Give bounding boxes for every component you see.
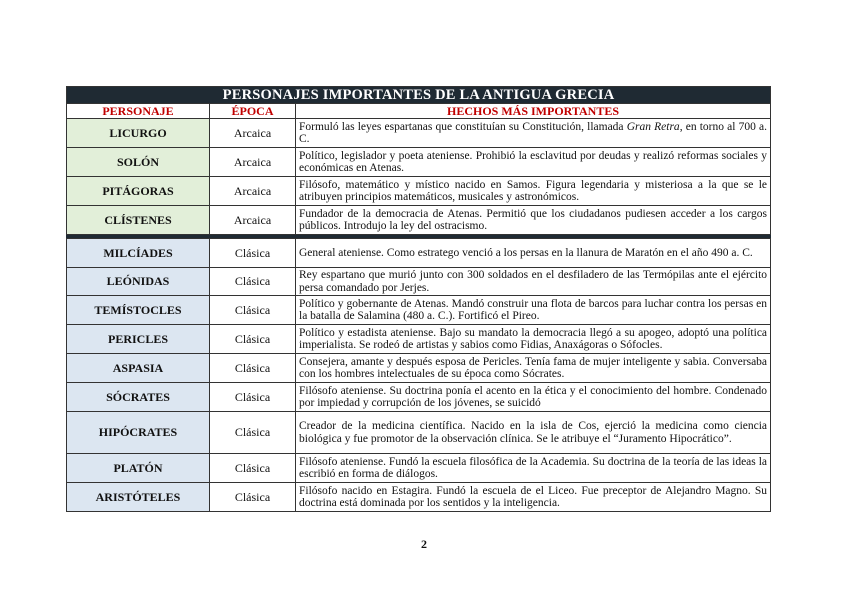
person-epoch: Arcaica xyxy=(210,119,296,148)
table-row xyxy=(67,239,771,268)
person-epoch: Clásica xyxy=(210,239,296,268)
person-epoch: Clásica xyxy=(210,325,296,354)
person-epoch: Clásica xyxy=(210,354,296,383)
person-epoch: Arcaica xyxy=(210,177,296,206)
table-row xyxy=(67,268,771,296)
person-facts xyxy=(296,119,771,148)
person-facts: Consejera, amante y después esposa de Pericles. Tenía fama de mujer inteligente y sabia. Conversaba con los hombres intelectuales de su época como Sócrates. xyxy=(296,354,771,383)
table-row xyxy=(67,354,771,383)
person-facts: Creador de la medicina científica. Nacido en la isla de Cos, ejerció la medicina como ciencia biológica y fue promotor de la observación clínica. Se le atribuye el “Juramento Hipocrático”. xyxy=(296,412,771,454)
person-epoch: Arcaica xyxy=(210,206,296,235)
person-facts: Filósofo ateniense. Fundó la escuela filosófica de la Academia. Su doctrina de la teoría de las ideas la escribió en forma de diálogos. xyxy=(296,454,771,483)
person-name: TEMÍSTOCLES xyxy=(67,296,210,325)
person-facts: Político, legislador y poeta ateniense. Prohibió la esclavitud por deudas y realizó reformas sociales y económicas en Atenas. xyxy=(296,148,771,177)
facts-text: Formuló las leyes espartanas que constituían su Constitución, llamada xyxy=(299,120,627,133)
person-name: LEÓNIDAS xyxy=(67,268,210,296)
person-name: PERICLES xyxy=(67,325,210,354)
header-hechos: HECHOS MÁS IMPORTANTES xyxy=(296,104,771,119)
person-facts: Fundador de la democracia de Atenas. Permitió que los ciudadanos pudiesen acceder a los cargos públicos. Introdujo la ley del ostracismo. xyxy=(296,206,771,235)
table-row xyxy=(67,296,771,325)
person-facts: Político y gobernante de Atenas. Mandó construir una flota de barcos para luchar contra los persas en la batalla de Salamina (480 a. C.). Fortificó el Pireo. xyxy=(296,296,771,325)
person-name: SOLÓN xyxy=(67,148,210,177)
person-name: PITÁGORAS xyxy=(67,177,210,206)
header-epoca: ÉPOCA xyxy=(210,104,296,119)
facts-text: , en torno al 700 a. C. xyxy=(299,120,768,145)
table-row xyxy=(67,148,771,177)
person-name: MILCÍADES xyxy=(67,239,210,268)
person-facts: Filósofo, matemático y místico nacido en Samos. Figura legendaria y misteriosa a la que se le atribuyen principios matemáticos, musicales y astronómicos. xyxy=(296,177,771,206)
person-facts: Político y estadista ateniense. Bajo su mandato la democracia llegó a su apogeo, adoptó una política imperialista. Se rodeó de artistas y sabios como Fidias, Anaxágoras o Sófocles. xyxy=(296,325,771,354)
person-epoch: Clásica xyxy=(210,383,296,412)
person-epoch: Clásica xyxy=(210,296,296,325)
person-facts: Filósofo nacido en Estagira. Fundó la escuela de el Liceo. Fue preceptor de Alejandro Magno. Su doctrina está dominada por los sentidos y la inteligencia. xyxy=(296,483,771,512)
table-row xyxy=(67,325,771,354)
person-epoch: Clásica xyxy=(210,483,296,512)
table-header-row xyxy=(67,104,771,119)
person-name: SÓCRATES xyxy=(67,383,210,412)
table-row xyxy=(67,483,771,512)
page-number: 2 xyxy=(421,537,427,551)
person-name: CLÍSTENES xyxy=(67,206,210,235)
table-title: PERSONAJES IMPORTANTES DE LA ANTIGUA GRECIA xyxy=(67,87,771,104)
table-row xyxy=(67,119,771,148)
person-facts: Filósofo ateniense. Su doctrina ponía el acento en la ética y el conocimiento del hombre. Condenado por impiedad y corrupción de los jóvenes, se suicidó xyxy=(296,383,771,412)
person-name: ARISTÓTELES xyxy=(67,483,210,512)
person-name: PLATÓN xyxy=(67,454,210,483)
person-facts: General ateniense. Como estratego venció a los persas en la llanura de Maratón en el año 490 a. C. xyxy=(296,239,771,268)
person-epoch: Clásica xyxy=(210,454,296,483)
person-epoch: Clásica xyxy=(210,412,296,454)
person-epoch: Arcaica xyxy=(210,148,296,177)
table-row xyxy=(67,383,771,412)
header-personaje: PERSONAJE xyxy=(67,104,210,119)
table-title-row xyxy=(67,87,771,104)
person-name: HIPÓCRATES xyxy=(67,412,210,454)
person-epoch: Clásica xyxy=(210,268,296,296)
table-row xyxy=(67,454,771,483)
greek-figures-table xyxy=(66,86,771,512)
person-name: LICURGO xyxy=(67,119,210,148)
person-name: ASPASIA xyxy=(67,354,210,383)
table-row xyxy=(67,412,771,454)
person-facts: Rey espartano que murió junto con 300 soldados en el desfiladero de las Termópilas ante el ejército persa comandado por Jerjes. xyxy=(296,268,771,296)
table-row xyxy=(67,206,771,235)
facts-italic-text: Gran Retra xyxy=(626,120,680,133)
table-row xyxy=(67,177,771,206)
